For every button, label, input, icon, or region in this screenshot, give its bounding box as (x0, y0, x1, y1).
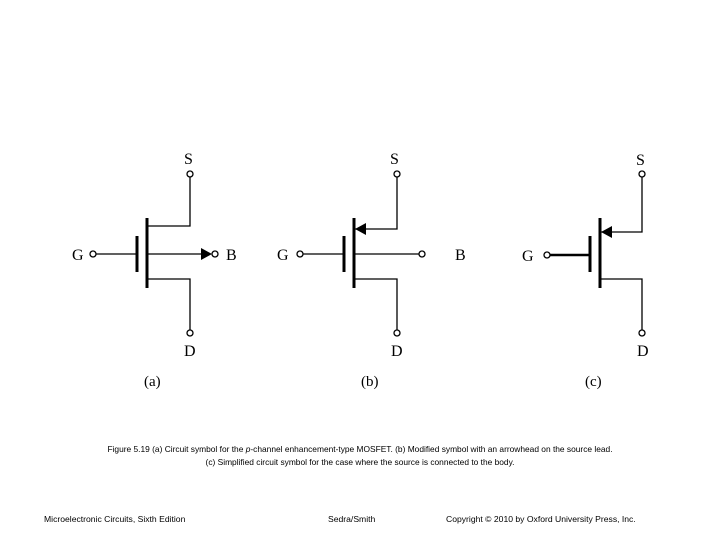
footer-authors: Sedra/Smith (328, 514, 376, 524)
source-lead (354, 177, 397, 229)
body-terminal (212, 251, 218, 257)
source-terminal (394, 171, 400, 177)
drain-label: D (184, 343, 196, 360)
gate-terminal (297, 251, 303, 257)
drain-terminal (394, 330, 400, 336)
source-arrow-icon (601, 226, 612, 238)
gate-label: G (277, 247, 289, 264)
caption-prefix: Figure 5.19 (a) Circuit symbol for the (107, 444, 246, 454)
panel-sublabel: (b) (361, 374, 379, 390)
body-terminal (419, 251, 425, 257)
source-terminal (639, 171, 645, 177)
drain-lead (147, 279, 190, 330)
body-label: B (455, 247, 466, 264)
panel-b (277, 151, 466, 390)
panel-sublabel: (a) (144, 374, 161, 390)
caption-line1-rest: -channel enhancement-type MOSFET. (b) Modified symbol with an arrowhead on the source lead. (250, 444, 613, 454)
drain-lead (600, 279, 642, 330)
source-label: S (184, 151, 193, 168)
panel-a (72, 151, 237, 390)
gate-terminal (90, 251, 96, 257)
drain-terminal (639, 330, 645, 336)
source-lead (147, 177, 190, 226)
caption-channel: p (245, 444, 251, 454)
panel-c (522, 152, 649, 390)
gate-label: G (72, 247, 84, 264)
body-arrow-icon (201, 248, 212, 260)
drain-label: D (637, 343, 649, 360)
drain-lead (354, 279, 397, 330)
caption-line-1 (30, 443, 690, 456)
footer-copyright: Copyright © 2010 by Oxford University Press, Inc. (446, 514, 636, 524)
drain-terminal (187, 330, 193, 336)
gate-terminal (544, 252, 550, 258)
panel-sublabel: (c) (585, 374, 602, 390)
drain-label: D (391, 343, 403, 360)
source-lead (600, 177, 642, 232)
source-arrow-icon (355, 223, 366, 235)
figure-caption (30, 443, 690, 469)
source-label: S (390, 151, 399, 168)
caption-line-2: (c) Simplified circuit symbol for the case where the source is connected to the body. (205, 457, 515, 467)
gate-label: G (522, 248, 534, 265)
body-label: B (226, 247, 237, 264)
source-terminal (187, 171, 193, 177)
source-label: S (636, 152, 645, 169)
footer-book-title: Microelectronic Circuits, Sixth Edition (44, 514, 186, 524)
